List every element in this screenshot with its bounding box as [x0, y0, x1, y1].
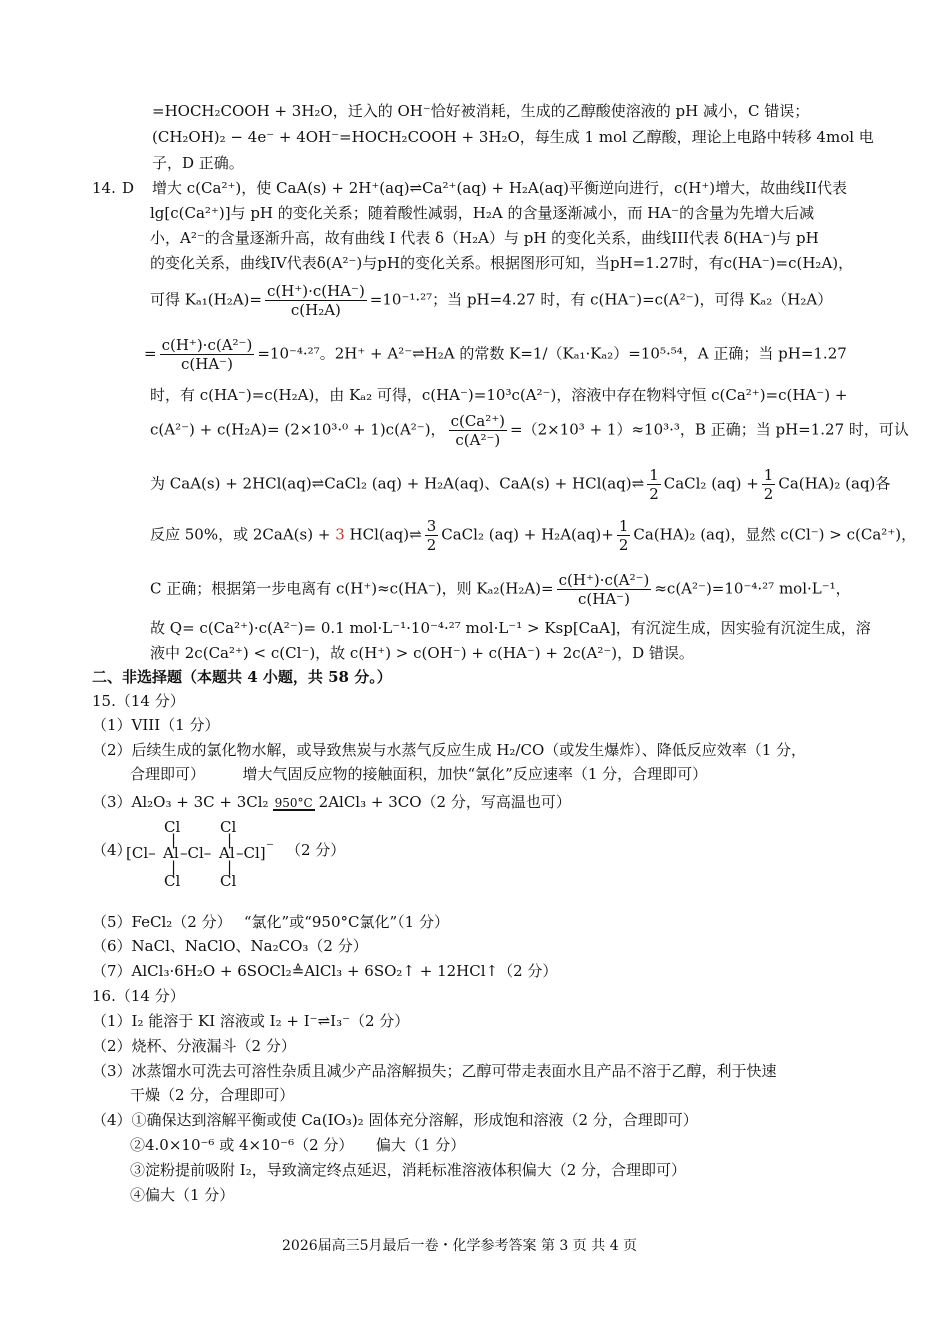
text: AlCl₃ + 6SO₂↑ + 12HCl↑（2 分） [304, 962, 558, 980]
text: （7）AlCl₃·6H₂O + 6SOCl₂ [92, 962, 292, 980]
text-line: (CH₂OH)₂ − 4e⁻ + 4OH⁻=HOCH₂COOH + 3H₂O，每生成 1 mol 乙醇酸，理论上电路中转移 4mol 电 [152, 128, 874, 146]
text-line: lg[c(Ca²⁺)]与 pH 的变化关系；随着酸性减弱，H₂A 的含量逐渐减小，而 HA⁻的含量为先增大后减 [150, 204, 815, 222]
text-line: 增大 c(Ca²⁺)，使 CaA(s) + 2H⁺(aq)⇌Ca²⁺(aq) + H₂A(aq)平衡逆向进行，c(H⁺)增大，故曲线II代表 [152, 179, 847, 197]
question-16-heading: 16.（14 分） [92, 987, 185, 1005]
question-15-heading: 15.（14 分） [92, 692, 185, 710]
answer-line: （2）烧杯、分液漏斗（2 分） [92, 1037, 296, 1055]
text-line: 时，有 c(HA⁻)=c(H₂A)，由 Kₐ₂ 可得，c(HA⁻)=10³c(A²⁻)，溶液中存在物料守恒 c(Ca²⁺)=c(HA⁻) + [150, 386, 848, 404]
text: 2AlCl₃ + 3CO（2 分，写高温也可） [318, 793, 571, 811]
answer-line: （4）①确保达到溶解平衡或使 Ca(IO₃)₂ 固体充分溶解，形成饱和溶液（2 分，合理即可） [92, 1111, 698, 1129]
numerator: c(Ca²⁺) [450, 412, 506, 430]
denominator: 2 [649, 485, 659, 503]
fraction [265, 282, 367, 319]
denominator: 2 [426, 536, 437, 554]
answer-line: （2）后续生成的氯化物水解，或导致焦炭与水蒸气反应生成 H₂/CO（或发生爆炸）、降低反应效率（1 分， [92, 741, 807, 759]
denominator: 2 [618, 536, 629, 554]
equation-line [150, 517, 916, 554]
section-heading: 二、非选择题（本题共 4 小题，共 58 分。） [92, 668, 392, 686]
cl-top-1: Cl [164, 818, 181, 836]
condition-label: 950°C [274, 796, 313, 810]
text: ≈c(A²⁻)=10⁻⁴·²⁷ mol·L⁻¹， [654, 579, 851, 598]
answer-line: （3）冰蒸馏水可洗去可溶性杂质且减少产品溶解损失；乙醇可带走表面水且产品不溶于乙醇，利于快速 [92, 1062, 777, 1080]
numerator: c(H⁺)·c(HA⁻) [266, 282, 365, 300]
text-line: 的变化关系，曲线IV代表δ(A²⁻)与pH的变化关系。根据图形可知，当pH=1.27时，有c(HA⁻)=c(H₂A)， [150, 254, 854, 272]
bracket-right: –Cl] [236, 844, 266, 862]
bond-line: | [227, 858, 233, 876]
numerator: 1 [763, 466, 774, 484]
bond-line: | [171, 831, 177, 849]
bracket-left: [Cl– [126, 844, 156, 862]
text: =10⁻¹·²⁷；当 pH=4.27 时，有 c(HA⁻)=c(A²⁻)，可得 Kₐ₂（H₂A） [369, 290, 833, 309]
denominator: c(H₂A) [290, 301, 341, 319]
highlighted-coefficient: 3 [335, 525, 345, 544]
answer-line: ②4.0×10⁻⁶ 或 4×10⁻⁶（2 分） 偏大（1 分） [130, 1136, 466, 1154]
al-atom-2: Al [219, 844, 235, 862]
text: 可得 Kₐ₁(H₂A)= [150, 290, 262, 309]
score: （2 分） [286, 841, 346, 859]
text-line: 故 Q= c(Ca²⁺)·c(A²⁻)= 0.1 mol·L⁻¹·10⁻⁴·²⁷ mol·L⁻¹ > Ksp[CaA]，有沉淀生成，因实验有沉淀生成，溶 [150, 619, 871, 637]
answer-line: 合理即可） 增大气固反应物的接触面积，加快“氯化”反应速率（1 分，合理即可） [130, 765, 708, 783]
numerator: 1 [618, 517, 629, 535]
bond-line: | [171, 858, 177, 876]
cl-bottom-2: Cl [220, 872, 237, 890]
fraction [160, 336, 255, 373]
bond-line: | [227, 831, 233, 849]
answer-line: ③淀粉提前吸附 I₂，导致滴定终点延迟，消耗标准溶液体积偏大（2 分，合理即可） [130, 1161, 687, 1179]
text: Ca(HA)₂ (aq)，显然 c(Cl⁻) > c(Ca²⁺)， [633, 525, 917, 544]
text: CaCl₂ (aq) + H₂A(aq)+ [441, 525, 614, 544]
question-14-number: 14. [92, 179, 116, 197]
text-line: 液中 2c(Ca²⁺) < c(Cl⁻)，故 c(H⁺) > c(OH⁻) + c(HA⁻) + 2c(A²⁻)，D 错误。 [150, 644, 694, 662]
text: Ca(HA)₂ (aq)各 [778, 474, 891, 493]
text-line: 子，D 正确。 [152, 154, 244, 172]
text: C 正确；根据第一步电离有 c(H⁺)≈c(HA⁻)，则 Kₐ₂(H₂A)= [150, 579, 554, 598]
numerator: c(H⁺)·c(A²⁻) [161, 336, 253, 354]
text: =（2×10³ + 1）≈10³·³，B 正确；当 pH=1.27 时，可认 [510, 420, 909, 439]
page-footer: 2026届高三5月最后一卷・化学参考答案 第 3 页 共 4 页 [282, 1238, 638, 1254]
answer-line: ④偏大（1 分） [130, 1186, 235, 1204]
text: 反应 50%，或 2CaA(s) + [150, 525, 331, 544]
fraction [557, 571, 652, 608]
heat-arrow: ≜ [291, 962, 305, 980]
al-atom-1: Al [163, 844, 179, 862]
reaction-condition [273, 797, 315, 813]
equation-line [150, 571, 851, 608]
question-14-answer: D [122, 179, 135, 197]
answer-label: （4） [92, 841, 132, 859]
double-line [273, 810, 315, 813]
cl-bottom-1: Cl [164, 872, 181, 890]
denominator: 2 [763, 485, 774, 503]
equation-line: = $\frac{\text{c(H⁺)·c(A²⁻)}}{c(HA^-)}$ =10⁻⁴·²⁷。2H⁺ + A²⁻⇌H₂A 的常数 K=1/（Kₐ₁·Kₐ₂）=10⁵·⁵⁴，A 正确；当 pH=1.27 [144, 336, 847, 373]
answer-line: （1）I₂ 能溶于 KI 溶液或 I₂ + I⁻⇌I₃⁻（2 分） [92, 1012, 410, 1030]
fraction [425, 517, 439, 554]
denominator: c(A²⁻) [455, 431, 501, 449]
numerator: c(H⁺)·c(A²⁻) [558, 571, 650, 589]
text-line: =HOCH₂COOH + 3H₂O，迁入的 OH⁻恰好被消耗，生成的乙醇酸使溶液的 pH 减小，C 错误； [152, 102, 810, 120]
text-line: 小，A²⁻的含量逐渐升高，故有曲线 I 代表 δ（H₂A）与 pH 的变化关系，曲线III代表 δ(HA⁻)与 pH [150, 229, 819, 247]
denominator: c(HA⁻) [578, 590, 630, 608]
text: （3）Al₂O₃ + 3C + 3Cl₂ [92, 793, 269, 811]
numerator: 1 [649, 466, 659, 484]
text: HCl(aq)⇌ [349, 525, 422, 544]
equation-line [92, 792, 571, 813]
denominator: c(HA⁻) [180, 355, 233, 373]
answer-line: （1）VIII（1 分） [92, 716, 220, 734]
equation-line [150, 412, 909, 449]
text: CaCl₂ (aq) + [663, 474, 759, 493]
answer-line: （5）FeCl₂（2 分） “氯化”或“950°C氯化”（1 分） [92, 913, 449, 931]
fraction [647, 466, 661, 503]
text: c(A²⁻) + c(H₂A)= (2×10³·⁰ + 1)c(A²⁻)， [150, 420, 446, 439]
fraction [449, 412, 507, 449]
equation-line [150, 466, 890, 503]
charge: ⁻ [266, 838, 274, 856]
cl-top-2: Cl [220, 818, 237, 836]
equation-line [92, 961, 557, 981]
numerator: 3 [426, 517, 437, 535]
answer-line: （6）NaCl、NaClO、Na₂CO₃（2 分） [92, 937, 368, 955]
fraction [617, 517, 631, 554]
text: =10⁻⁴·²⁷。2H⁺ + A²⁻⇌H₂A 的常数 K=1/（Kₐ₁·Kₐ₂）=10⁵·⁵⁴，A 正确；当 pH=1.27 [257, 344, 847, 363]
bridge-cl: –Cl– [180, 844, 212, 862]
text: 为 CaA(s) + 2HCl(aq)⇌CaCl₂ (aq) + H₂A(aq)、CaA(s) + HCl(aq)⇌ [150, 474, 645, 493]
fraction [762, 466, 776, 503]
answer-line: 干燥（2 分，合理即可） [130, 1086, 295, 1104]
equation-line [150, 282, 832, 319]
